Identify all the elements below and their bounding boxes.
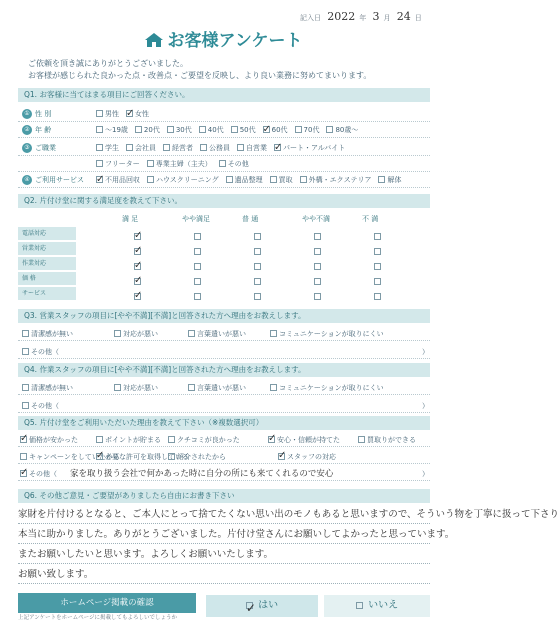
- other-close: ）: [422, 470, 429, 478]
- q1-row: [18, 156, 430, 172]
- option-label: 遺品整理: [234, 176, 263, 184]
- satisfaction-checkbox[interactable]: [374, 293, 381, 300]
- page-title: [0, 26, 446, 51]
- no-label: いいえ: [368, 600, 399, 611]
- option-label: 価格が安かった: [29, 436, 78, 444]
- option-label: その他（: [31, 348, 59, 356]
- satisfaction-column-header: やや満足: [182, 215, 210, 223]
- row-number: ①: [22, 109, 32, 119]
- option-checkbox[interactable]: [263, 126, 270, 133]
- q1-option[interactable]: [200, 144, 230, 152]
- comment-box[interactable]: [18, 506, 559, 588]
- satisfaction-checkbox[interactable]: [134, 233, 141, 240]
- option-checkbox[interactable]: [278, 453, 285, 460]
- option-checkbox[interactable]: [22, 330, 29, 337]
- hp-note: 上記アンケートをホームページに掲載してもよろしいでしょうか: [18, 615, 178, 621]
- option-label: キャンペーンをしていたから: [29, 453, 120, 461]
- satisfaction-row: [18, 257, 430, 271]
- option-checkbox[interactable]: [268, 436, 275, 443]
- q4-row: [18, 381, 430, 395]
- q1-option[interactable]: [263, 126, 288, 134]
- satisfaction-checkbox[interactable]: [374, 248, 381, 255]
- option-checkbox[interactable]: [326, 126, 333, 133]
- option-label: 言葉遣いが悪い: [197, 384, 246, 392]
- other-text: 家を取り扱う会社で何かあった時に自分の所にも来てくれるので安心: [70, 469, 334, 479]
- option-checkbox[interactable]: [22, 402, 29, 409]
- option-label: 買取りができる: [367, 436, 416, 444]
- q5-option[interactable]: [96, 433, 161, 447]
- option-label: コミュニケーションが取りにくい: [279, 384, 384, 392]
- intro-text: [28, 58, 438, 82]
- q1-row: [18, 140, 430, 156]
- option-checkbox[interactable]: [270, 176, 277, 183]
- row-number: ②: [22, 125, 32, 135]
- day-unit: 日: [414, 14, 422, 22]
- q1-option[interactable]: [326, 126, 358, 134]
- option-checkbox[interactable]: [188, 384, 195, 391]
- satisfaction-cell[interactable]: [314, 290, 323, 304]
- yes-label: はい: [258, 600, 279, 611]
- option-checkbox[interactable]: [167, 126, 174, 133]
- satisfaction-checkbox[interactable]: [374, 278, 381, 285]
- title-text: お客様アンケート: [167, 31, 303, 51]
- option-label: 清潔感が無い: [31, 384, 73, 392]
- option-label: 自営業: [246, 144, 267, 152]
- comment-line-3: またお願いしたいと思います。よろしくお願いいたします。: [18, 546, 430, 564]
- q1-options: [96, 140, 352, 156]
- month-unit: 月: [383, 14, 391, 22]
- q1-option[interactable]: [96, 110, 119, 118]
- satisfaction-row: [18, 287, 430, 301]
- satisfaction-cell[interactable]: [194, 290, 203, 304]
- option-label: ハウスクリーニング: [156, 176, 219, 184]
- option-label: 会社員: [135, 144, 156, 152]
- option-checkbox[interactable]: [163, 144, 170, 151]
- option-label: 紹介されたから: [177, 453, 226, 461]
- satisfaction-checkbox[interactable]: [194, 278, 201, 285]
- option-label: 20代: [143, 126, 160, 134]
- satisfaction-checkbox[interactable]: [374, 233, 381, 240]
- satisfaction-checkbox[interactable]: [134, 263, 141, 270]
- satisfaction-checkbox[interactable]: [254, 278, 261, 285]
- q5-row: [18, 433, 430, 447]
- option-label: 女性: [135, 110, 149, 118]
- other-close: ）: [422, 348, 429, 356]
- option-checkbox[interactable]: [20, 470, 27, 477]
- q1-options: [96, 122, 365, 138]
- q1-option[interactable]: [237, 144, 267, 152]
- house-icon: [144, 32, 164, 48]
- satisfaction-checkbox[interactable]: [194, 233, 201, 240]
- option-label: コミュニケーションが取りにくい: [279, 330, 384, 338]
- q3-option[interactable]: [22, 327, 73, 341]
- row-number: ③: [22, 143, 32, 153]
- q1-option[interactable]: [126, 144, 156, 152]
- satisfaction-checkbox[interactable]: [194, 248, 201, 255]
- q3-heading: Q3. 営業スタッフの項目に[やや不満][不満]と回答された方へ理由をお教えします。: [18, 309, 430, 323]
- option-label: 70代: [303, 126, 320, 134]
- option-label: 安心・信頼が持てた: [277, 436, 340, 444]
- option-checkbox[interactable]: [168, 436, 175, 443]
- q3-row: [18, 345, 430, 359]
- option-label: その他: [227, 160, 249, 168]
- option-checkbox[interactable]: [295, 126, 302, 133]
- option-label: 公務員: [209, 144, 230, 152]
- comment-line-2: 本当に助かりました。ありがとうございました。片付け堂さんにお願いしてよかったと思っています。: [18, 526, 430, 544]
- satisfaction-row-label: 電話対応: [18, 227, 76, 240]
- option-checkbox[interactable]: [237, 144, 244, 151]
- yes-checkbox[interactable]: [246, 602, 253, 609]
- option-checkbox[interactable]: [231, 126, 238, 133]
- hp-no-option[interactable]: [324, 595, 430, 617]
- q5-option[interactable]: [268, 433, 340, 447]
- q1-option[interactable]: [96, 160, 140, 168]
- q3-row: [18, 327, 430, 341]
- q5-row: [18, 450, 430, 464]
- option-checkbox[interactable]: [147, 176, 154, 183]
- row-label-text: ご利用サービス: [35, 176, 84, 184]
- option-label: ポイントが貯まる: [105, 436, 161, 444]
- option-label: フリーター: [105, 160, 140, 168]
- comment-line-1: 家財を片付けるとなると、ご本人にとって捨てたくない思い出のモノもあると思いますので、そういう物を丁寧に扱って下さり: [18, 506, 430, 524]
- q4-option[interactable]: [114, 381, 158, 395]
- q2-heading: Q2. 片付け堂に関する満足度を教えて下さい。: [18, 194, 430, 208]
- q1-row: [18, 172, 430, 188]
- satisfaction-row: [18, 242, 430, 256]
- option-checkbox[interactable]: [96, 176, 103, 183]
- option-checkbox[interactable]: [22, 348, 29, 355]
- option-checkbox[interactable]: [358, 436, 365, 443]
- row-label-text: ご職業: [35, 144, 56, 152]
- q1-row-label: [22, 140, 56, 156]
- date-day: 24: [396, 10, 411, 23]
- option-label: 60代: [271, 126, 288, 134]
- option-label: 40代: [207, 126, 224, 134]
- satisfaction-checkbox[interactable]: [254, 233, 261, 240]
- q3-option[interactable]: [22, 345, 59, 359]
- q3-option[interactable]: [188, 327, 246, 341]
- option-label: 対応が悪い: [123, 384, 158, 392]
- q4-row: [18, 399, 430, 413]
- satisfaction-cell[interactable]: [374, 290, 383, 304]
- satisfaction-checkbox[interactable]: [194, 293, 201, 300]
- satisfaction-checkbox[interactable]: [314, 233, 321, 240]
- option-label: 男性: [105, 110, 119, 118]
- q1-option[interactable]: [295, 126, 320, 134]
- q5-option[interactable]: [168, 433, 240, 447]
- satisfaction-row: [18, 272, 430, 286]
- q1-option[interactable]: [163, 144, 193, 152]
- q4-option[interactable]: [270, 381, 384, 395]
- option-checkbox[interactable]: [96, 126, 103, 133]
- q1-row: [18, 106, 430, 122]
- q1-option[interactable]: [147, 176, 219, 184]
- q1-option[interactable]: [274, 144, 345, 152]
- q1-option[interactable]: [96, 126, 128, 134]
- satisfaction-checkbox[interactable]: [254, 293, 261, 300]
- q1-option[interactable]: [96, 144, 119, 152]
- satisfaction-column-header: 普 通: [242, 215, 259, 223]
- q5-option[interactable]: [20, 433, 78, 447]
- option-label: 30代: [175, 126, 192, 134]
- option-checkbox[interactable]: [300, 176, 307, 183]
- q1-row: [18, 122, 430, 138]
- comment-line-4: お願い致します。: [18, 566, 430, 584]
- intro-line-1: ご依頼を頂き誠にありがとうございました。: [28, 59, 188, 68]
- satisfaction-row-label: サービス: [18, 287, 76, 300]
- other-close: ）: [422, 402, 429, 410]
- option-checkbox[interactable]: [114, 384, 121, 391]
- option-checkbox[interactable]: [96, 144, 103, 151]
- satisfaction-checkbox[interactable]: [314, 263, 321, 270]
- option-label: 外構・エクステリア: [308, 176, 372, 184]
- option-checkbox[interactable]: [96, 436, 103, 443]
- option-label: 対応が悪い: [123, 330, 158, 338]
- q1-options: [96, 106, 156, 122]
- satisfaction-row-label: 作業対応: [18, 257, 76, 270]
- q1-option[interactable]: [147, 160, 212, 168]
- q5-option[interactable]: [278, 450, 336, 464]
- option-label: 専業主婦（主夫）: [155, 160, 212, 168]
- satisfaction-cell[interactable]: [254, 290, 263, 304]
- date-label: 記入日: [300, 14, 321, 22]
- option-label: 経営者: [172, 144, 193, 152]
- option-label: スタッフの対応: [287, 453, 336, 461]
- satisfaction-checkbox[interactable]: [134, 278, 141, 285]
- q1-row-label: [22, 106, 51, 122]
- q5-option[interactable]: [168, 450, 226, 464]
- q6-heading: Q6. その他ご意見・ご要望がありましたら自由にお書き下さい: [18, 489, 430, 503]
- option-checkbox[interactable]: [96, 453, 103, 460]
- q5-row: [18, 467, 430, 481]
- satisfaction-column-header: 満 足: [122, 215, 139, 223]
- option-checkbox[interactable]: [270, 330, 277, 337]
- hp-yes-option[interactable]: [206, 595, 318, 617]
- satisfaction-column-header: 不 満: [362, 215, 379, 223]
- date-field: [300, 10, 422, 23]
- option-checkbox[interactable]: [188, 330, 195, 337]
- option-label: 解体: [387, 176, 402, 184]
- row-number: ④: [22, 175, 32, 185]
- option-label: その他（: [31, 402, 59, 410]
- option-label: 清潔感が無い: [31, 330, 73, 338]
- option-label: ～19歳: [105, 126, 128, 134]
- q4-option[interactable]: [22, 381, 73, 395]
- date-month: 3: [372, 10, 380, 23]
- option-checkbox[interactable]: [96, 160, 103, 167]
- satisfaction-row: [18, 227, 430, 241]
- option-label: その他（: [29, 470, 57, 478]
- satisfaction-row-label: 営業対応: [18, 242, 76, 255]
- option-checkbox[interactable]: [168, 453, 175, 460]
- q1-option[interactable]: [378, 176, 401, 184]
- option-checkbox[interactable]: [96, 110, 103, 117]
- option-label: 必要な許可を取得している: [105, 453, 189, 461]
- q3-option[interactable]: [270, 327, 384, 341]
- intro-line-2: お客様が感じられた良かった点・改善点・ご要望を反映し、より良い業務に努めてまいります。: [28, 71, 372, 80]
- row-label-text: 年 齢: [35, 126, 52, 134]
- satisfaction-checkbox[interactable]: [194, 263, 201, 270]
- option-checkbox[interactable]: [274, 144, 281, 151]
- satisfaction-checkbox[interactable]: [314, 293, 321, 300]
- option-checkbox[interactable]: [226, 176, 233, 183]
- satisfaction-checkbox[interactable]: [134, 248, 141, 255]
- option-label: 80歳～: [335, 126, 359, 134]
- q1-options: [96, 172, 408, 188]
- q5-heading: Q5. 片付け堂をご利用いただいた理由を教えて下さい（※複数選択可）: [18, 416, 430, 430]
- option-checkbox[interactable]: [22, 384, 29, 391]
- option-checkbox[interactable]: [200, 144, 207, 151]
- option-label: 50代: [239, 126, 256, 134]
- option-label: 不用品回収: [105, 176, 140, 184]
- option-label: 学生: [105, 144, 119, 152]
- q1-option[interactable]: [135, 126, 160, 134]
- q1-options: [96, 156, 256, 172]
- q1-row-label: [22, 172, 84, 188]
- row-label-text: 性 別: [35, 110, 52, 118]
- q1-row-label: [22, 122, 51, 138]
- q4-option[interactable]: [188, 381, 246, 395]
- option-label: 言葉遣いが悪い: [197, 330, 246, 338]
- no-checkbox[interactable]: [356, 602, 363, 609]
- option-label: クチコミが良かった: [177, 436, 240, 444]
- option-checkbox[interactable]: [20, 453, 27, 460]
- q1-heading: Q1. お客様に当てはまる項目にご回答ください。: [18, 88, 430, 102]
- q5-option[interactable]: [358, 433, 416, 447]
- date-year: 2022: [327, 10, 356, 23]
- year-unit: 年: [359, 14, 367, 22]
- q1-option[interactable]: [199, 126, 224, 134]
- option-checkbox[interactable]: [126, 110, 133, 117]
- option-checkbox[interactable]: [270, 384, 277, 391]
- satisfaction-column-header: やや不満: [302, 215, 330, 223]
- satisfaction-row-label: 価 格: [18, 272, 76, 285]
- q4-heading: Q4. 作業スタッフの項目に[やや不満][不満]と回答された方へ理由をお教えします。: [18, 363, 430, 377]
- q3-option[interactable]: [114, 327, 158, 341]
- satisfaction-checkbox[interactable]: [314, 248, 321, 255]
- option-checkbox[interactable]: [135, 126, 142, 133]
- q1-option[interactable]: [270, 176, 293, 184]
- q1-option[interactable]: [300, 176, 372, 184]
- satisfaction-checkbox[interactable]: [254, 248, 261, 255]
- q5-option[interactable]: [20, 467, 57, 481]
- option-checkbox[interactable]: [219, 160, 226, 167]
- q1-option[interactable]: [219, 160, 249, 168]
- satisfaction-checkbox[interactable]: [134, 293, 141, 300]
- q1-option[interactable]: [96, 176, 140, 184]
- satisfaction-checkbox[interactable]: [374, 263, 381, 270]
- option-checkbox[interactable]: [378, 176, 385, 183]
- satisfaction-checkbox[interactable]: [254, 263, 261, 270]
- q4-option[interactable]: [22, 399, 59, 413]
- option-checkbox[interactable]: [147, 160, 154, 167]
- option-checkbox[interactable]: [114, 330, 121, 337]
- option-checkbox[interactable]: [199, 126, 206, 133]
- option-checkbox[interactable]: [126, 144, 133, 151]
- satisfaction-checkbox[interactable]: [314, 278, 321, 285]
- hp-title: ホームページ掲載の確認: [18, 593, 196, 613]
- option-label: 買取: [278, 176, 293, 184]
- option-label: パート・アルバイト: [283, 144, 346, 152]
- q1-option[interactable]: [231, 126, 256, 134]
- q1-option[interactable]: [167, 126, 192, 134]
- option-checkbox[interactable]: [20, 436, 27, 443]
- hp-confirm: [18, 593, 430, 621]
- q1-option[interactable]: [126, 110, 149, 118]
- q1-option[interactable]: [226, 176, 263, 184]
- satisfaction-cell[interactable]: [134, 290, 143, 304]
